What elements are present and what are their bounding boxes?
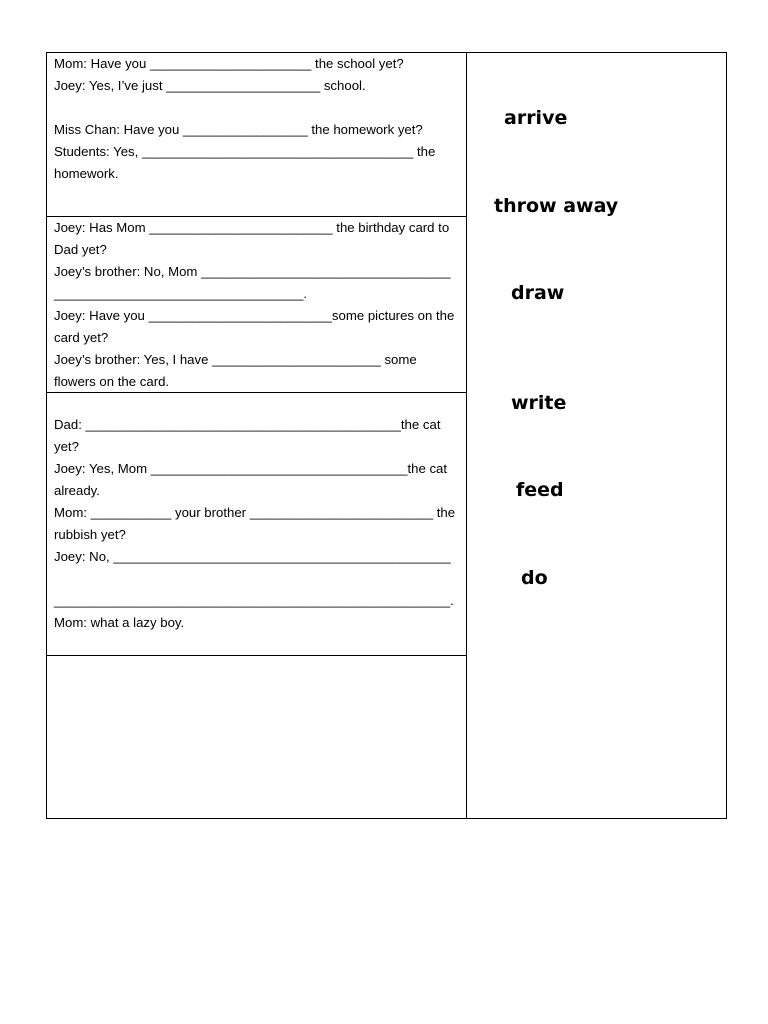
word-bank <box>467 53 726 818</box>
blank-spacer <box>54 97 460 119</box>
dialogue-line: Joey: No, ______________________________________________ <box>54 549 451 564</box>
dialogue-line: Mom: Have you ______________________ the school yet? <box>54 56 404 71</box>
dialogue-box-1 <box>47 53 466 217</box>
word-bank-item: do <box>521 567 548 589</box>
empty-box <box>47 656 466 818</box>
dialogue-column <box>47 53 467 818</box>
dialogue-line: Joey: Yes, Mom ___________________________________the cat already. <box>54 461 451 498</box>
dialogue-line: Students: Yes, _____________________________________ the homework. <box>54 144 440 181</box>
worksheet-table <box>46 52 727 819</box>
dialogue-line: Mom: what a lazy boy. <box>54 615 185 630</box>
dialogue-line: Mom: ___________ your brother _________________________ the rubbish yet? <box>54 505 459 542</box>
dialogue-line: Joey’s brother: No, Mom __________________________________ __________________________________. <box>54 264 455 301</box>
dialogue-line: Joey’s brother: Yes, I have _______________________ some flowers on the card. <box>54 352 421 389</box>
blank-spacer <box>54 568 460 590</box>
dialogue-line: Joey: Have you _________________________some pictures on the card yet? <box>54 308 459 345</box>
word-bank-item: arrive <box>504 107 568 129</box>
dialogue-line: Joey: Has Mom _________________________ the birthday card to Dad yet? <box>54 220 453 257</box>
dialogue-box-3 <box>47 393 466 656</box>
word-bank-item: throw away <box>494 195 619 217</box>
dialogue-line: Miss Chan: Have you _________________ the homework yet? <box>54 122 423 137</box>
dialogue-line: Joey: Yes, I’ve just _____________________ school. <box>54 78 366 93</box>
word-bank-item: feed <box>516 479 564 501</box>
dialogue-box-2 <box>47 217 466 393</box>
word-bank-item: write <box>511 392 567 414</box>
word-bank-item: draw <box>511 282 565 304</box>
dialogue-line: ______________________________________________________. <box>54 593 454 608</box>
dialogue-line: Dad: ___________________________________________the cat yet? <box>54 417 445 454</box>
